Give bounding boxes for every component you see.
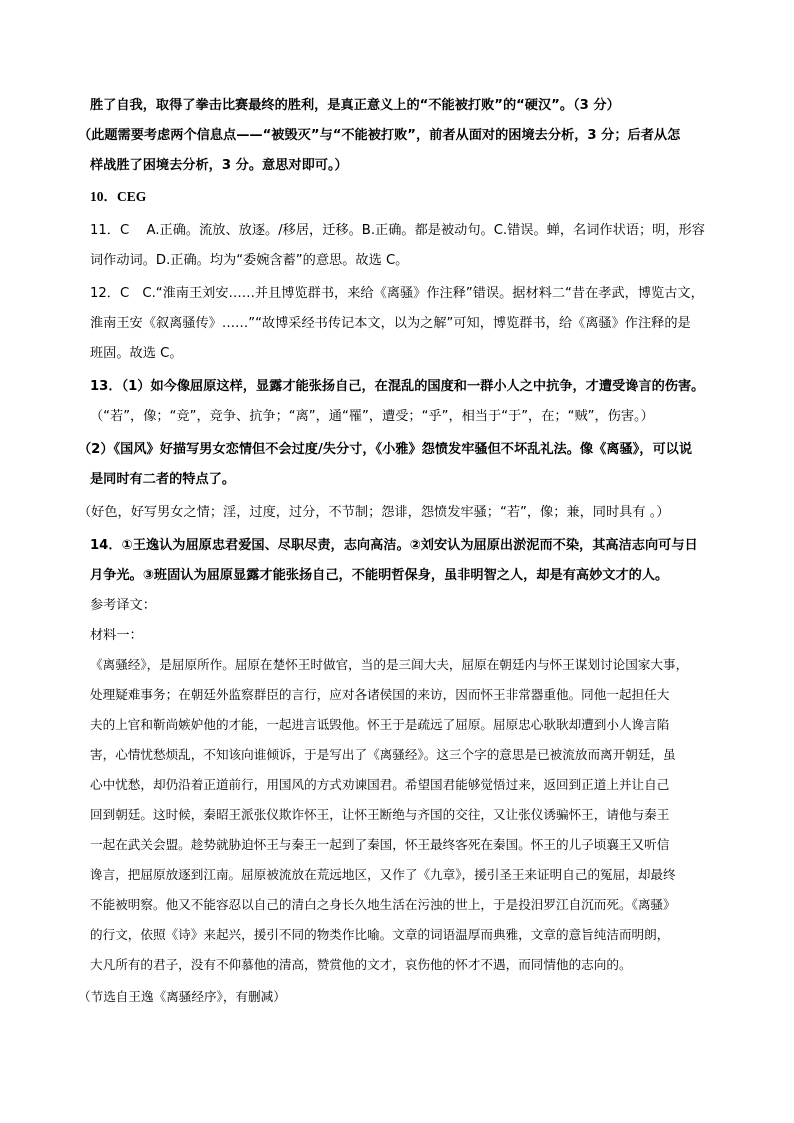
text-line-18: 材料一： <box>90 628 143 643</box>
text-line-7: 12．C C.“淮南王刘安……并且博览群书，来给《离骚》作注释”错误。据材料二“昔在孝武，博览古文， <box>90 286 704 301</box>
text-line-12: （2）《国风》好描写男女恋情但不会过度/失分寸，《小雅》怨愤发牢骚但不坏乱礼法。像《离骚》，可以说 <box>78 442 693 457</box>
text-line-27: 不能被明察。他又不能容忍以自己的清白之身长久地生活在污浊的世上，于是投汨罗江自沉而死。《离骚》 <box>90 897 676 912</box>
text-line-10: 13．（1）如今像屈原这样，显露才能张扬自己，在混乱的国度和一群小人之中抗争，才遭受谗言的伤害。 <box>90 379 705 394</box>
text-line-20: 处理疑难事务；在朝廷外监察群臣的言行，应对各诸侯国的来访，因而怀王非常器重他。同他一起担任大 <box>90 687 670 702</box>
text-line-19: 《离骚经》，是屈原所作。屈原在楚怀王时做官，当的是三闾大夫，屈原在朝廷内与怀王谋划讨论国家大事， <box>90 657 689 672</box>
text-line-4: 10．CEG <box>90 189 147 204</box>
text-line-5: 11．C A.正确。流放、放逐。/移居，迁移。B.正确。都是被动句。C.错误。蝉，名词作状语；明，形容 <box>90 223 705 238</box>
text-line-3: 样战胜了困境去分析，3 分。意思对即可。） <box>90 158 348 173</box>
text-line-28: 的行文，依照《诗》来起兴，援引不同的物类作比喻。文章的词语温厚而典雅，文章的意旨纯洁而明朗， <box>90 927 670 942</box>
text-line-8: 淮南王安《叙离骚传》……”“故博采经书传记本文，以为之解”可知，博览群书，给《离骚》作注释的是 <box>90 316 691 331</box>
text-line-23: 心中忧愁，却仍沿着正道前行，用国风的方式劝谏国君。希望国君能够觉悟过来，返回到正道上并让自己 <box>90 777 670 792</box>
text-line-17: 参考译文： <box>90 598 156 613</box>
text-line-24: 回到朝廷。这时候，秦昭王派张仪欺诈怀王，让怀王断绝与齐国的交往，又让张仪诱骗怀王，请他与秦王 <box>90 807 670 822</box>
text-line-2: （此题需要考虑两个信息点——“被毁灭”与“不能被打败”，前者从面对的困境去分析，3 分；后者从怎 <box>78 128 681 143</box>
text-line-15: 14．①王逸认为屈原忠君爱国、尽职尽责，志向高洁。②刘安认为屈原出淤泥而不染，其高洁志向可与日 <box>90 538 698 553</box>
text-line-21: 夫的上官和靳尚嫉妒他的才能，一起进言诋毁他。怀王于是疏远了屈原。屈原忠心耿耿却遭到小人谗言陷 <box>90 717 670 732</box>
text-line-22: 害，心情忧愁烦乱，不知该向谁倾诉，于是写出了《离骚经》。这三个字的意思是已被流放而离开朝廷，虽 <box>90 747 676 762</box>
text-line-9: 班固。故选 C。 <box>90 346 183 361</box>
text-line-14: （好色，好写男女之情；淫，过度，过分，不节制；怨诽，怨愤发牢骚；“若”，像；兼，同时具有 。） <box>78 505 670 520</box>
text-line-29: 大凡所有的君子，没有不仰慕他的清高，赞赏他的文才，哀伤他的怀才不遇，而同情他的志向的。 <box>90 957 632 972</box>
text-line-13: 是同时有二者的特点了。 <box>90 472 236 487</box>
text-line-11: （“若”，像；“竞”，竞争、抗争；“离”，通“罹”，遭受；“乎”，相当于“于”，在；“贼”，伤害。） <box>90 409 654 424</box>
text-line-1: 胜了自我，取得了拳击比赛最终的胜利，是真正意义上的“不能被打败”的“硬汉”。（3 分） <box>90 98 620 113</box>
text-line-26: 谗言，把屈原放逐到江南。屈原被流放在荒远地区，又作了《九章》，援引圣王来证明自己的冤屈，却最终 <box>90 867 676 882</box>
text-line-25: 一起在武关会盟。趁势就胁迫怀王与秦王一起到了秦国，怀王最终客死在秦国。怀王的儿子顷襄王又听信 <box>90 837 670 852</box>
text-line-6: 词作动词。D.正确。均为“委婉含蓄”的意思。故选 C。 <box>90 253 409 268</box>
text-line-16: 月争光。③班固认为屈原显露才能张扬自己，不能明哲保身，虽非明智之人，却是有高妙文才的人。 <box>90 568 669 583</box>
text-line-30: （节选自王逸《离骚经序》，有删减） <box>78 989 286 1004</box>
